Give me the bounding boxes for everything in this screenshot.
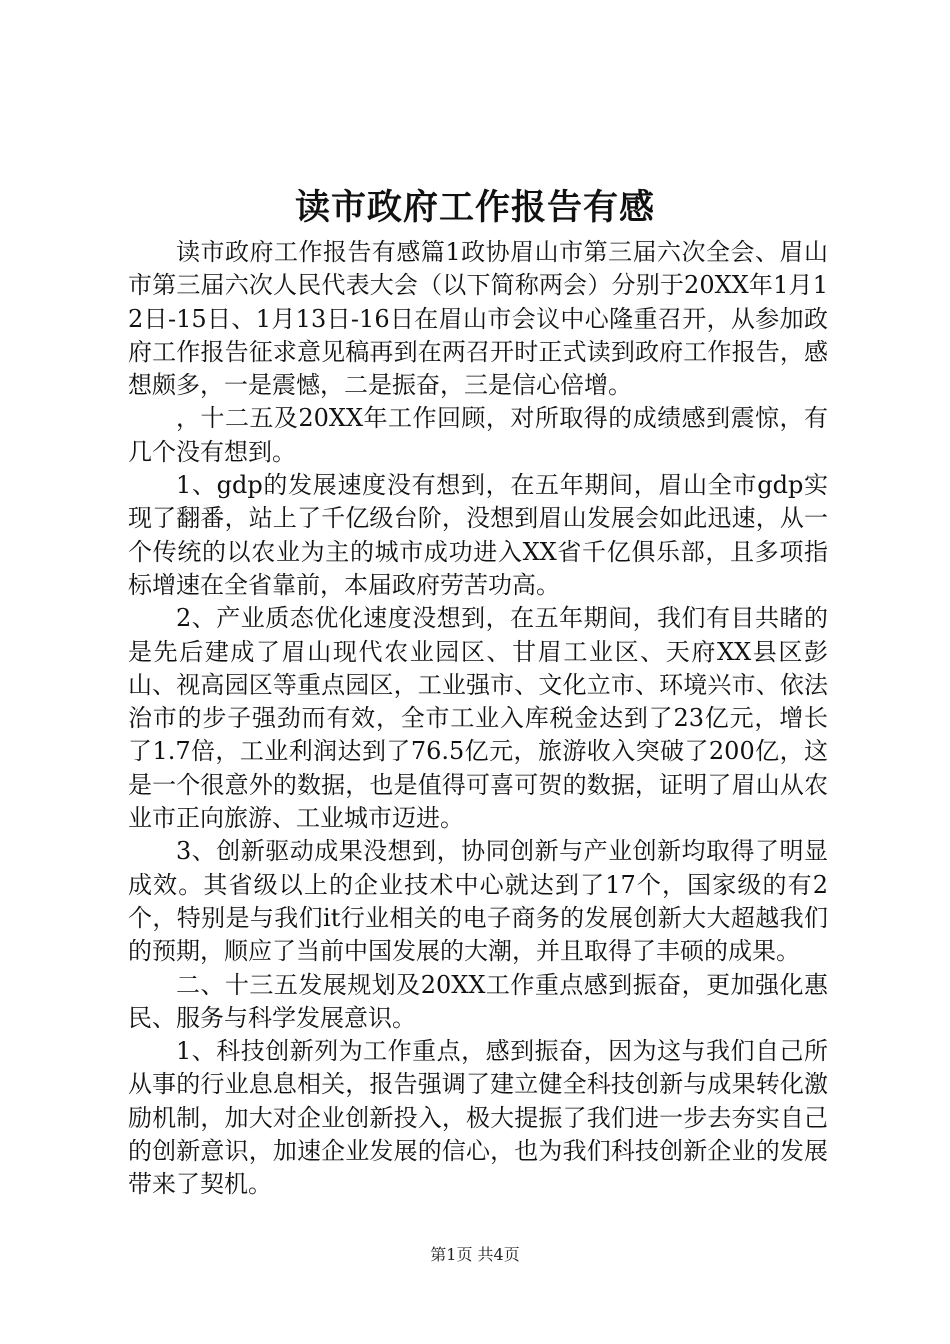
- paragraph: 2、产业质态优化速度没想到，在五年期间，我们有目共睹的是先后建成了眉山现代农业园区、甘眉工业区、天府XX县区彭山、视高园区等重点园区，工业强市、文化立市、环境兴市、依法治市的步子强劲而有效，全市工业入库税金达到了23亿元，增长了1.7倍，工业利润达到了76.5亿元，旅游收入突破了200亿，这是一个很意外的数据，也是值得可喜可贺的数据，证明了眉山从农业市正向旅游、工业城市迈进。: [128, 604, 828, 833]
- paragraph: ，十二五及20XX年工作回顾，对所取得的成绩感到震惊，有几个没有想到。: [128, 404, 828, 466]
- paragraph: 读市政府工作报告有感篇1政协眉山市第三届六次全会、眉山市第三届六次人民代表大会（以下简称两会）分别于20XX年1月12日-15日、1月13日-16日在眉山市会议中心隆重召开，从参加政府工作报告征求意见稿再到在两召开时正式读到政府工作报告，感想颇多，一是震憾，二是振奋，三是信心倍增。: [128, 238, 828, 400]
- paragraph: 1、gdp的发展速度没有想到，在五年期间，眉山全市gdp实现了翻番，站上了千亿级台阶，没想到眉山发展会如此迅速，从一个传统的以农业为主的城市成功进入XX省千亿俱乐部，且多项指标增速在全省靠前，本届政府劳苦功高。: [128, 471, 828, 599]
- document-body: [128, 236, 828, 1202]
- paragraph: 1、科技创新列为工作重点，感到振奋，因为这与我们自己所从事的行业息息相关，报告强调了建立健全科技创新与成果转化激励机制，加大对企业创新投入，极大提振了我们进一步去夯实自己的创新意识，加速企业发展的信心，也为我们科技创新企业的发展带来了契机。: [128, 1037, 828, 1199]
- document-title: 读市政府工作报告有感: [294, 187, 655, 228]
- page-footer: 第1页 共4页: [430, 1245, 520, 1264]
- paragraph: 3、创新驱动成果没想到，协同创新与产业创新均取得了明显成效。其省级以上的企业技术中心就达到了17个，国家级的有2个，特别是与我们it行业相关的电子商务的发展创新大大超越我们的预期，顺应了当前中国发展的大潮，并且取得了丰硕的成果。: [128, 837, 828, 966]
- paragraph: 二、十三五发展规划及20XX工作重点感到振奋，更加强化惠民、服务与科学发展意识。: [128, 970, 828, 1032]
